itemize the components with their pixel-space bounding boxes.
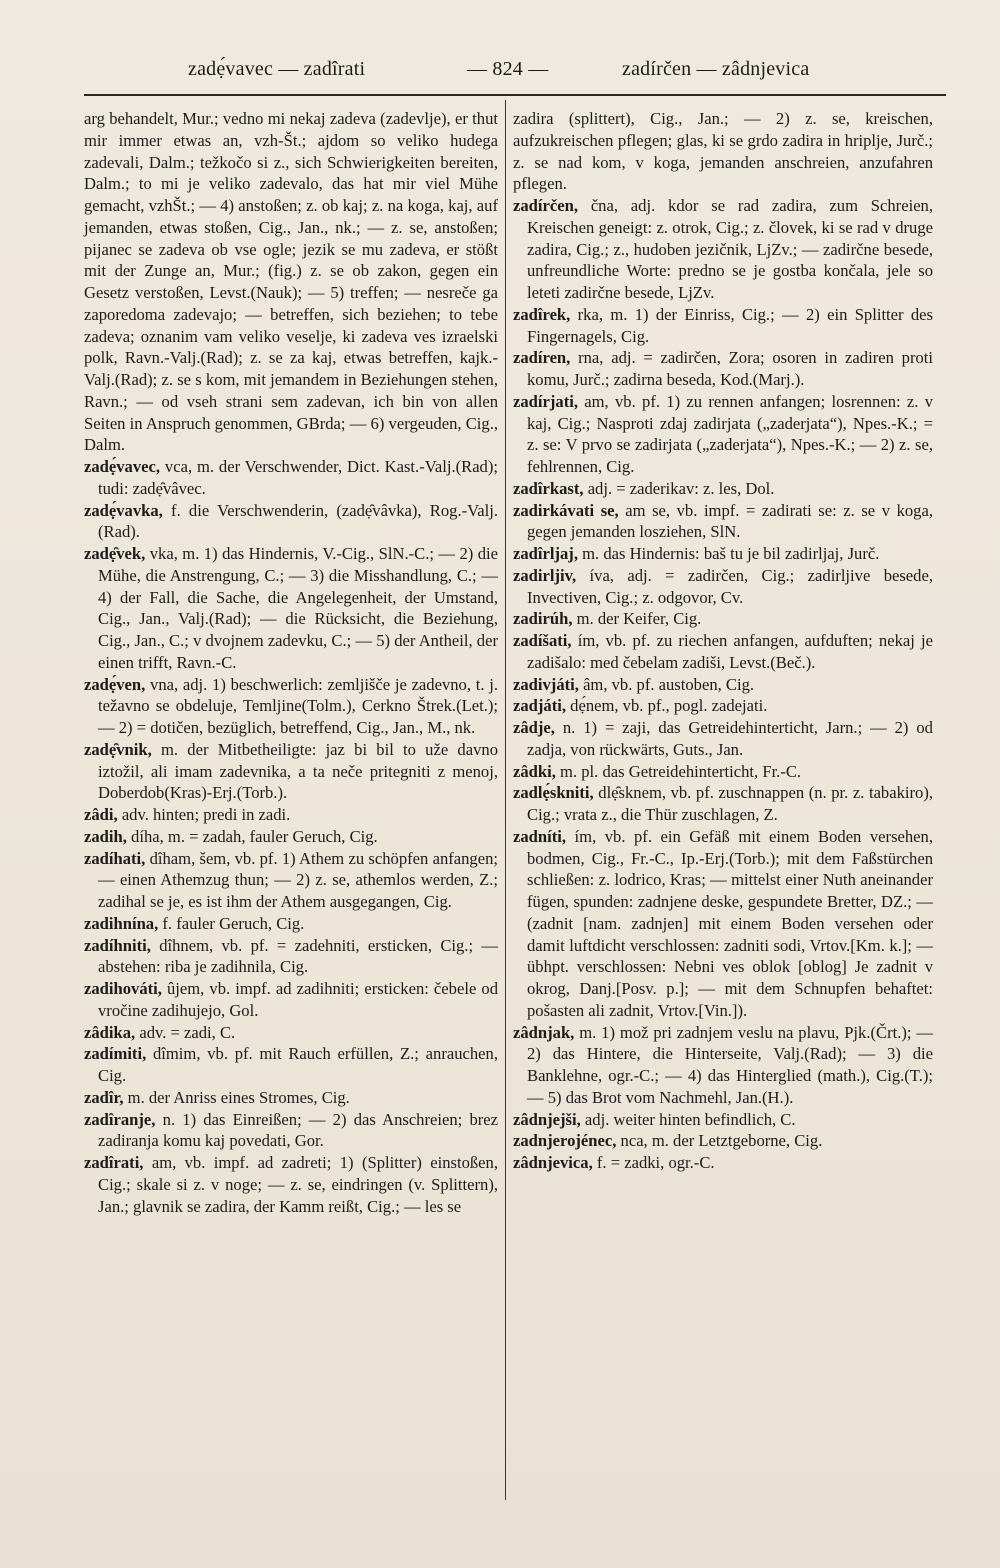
page-header (84, 58, 922, 88)
entry-headword: zadîrkast, (513, 478, 584, 498)
entry-headword: zadirúh, (513, 609, 573, 629)
left-column-entry (84, 456, 498, 500)
entry-headword: zadíhniti, (84, 935, 151, 955)
right-column-entry (513, 674, 933, 696)
entry-headword: zadîr, (84, 1087, 124, 1107)
entry-headword: zâdi, (84, 805, 118, 824)
left-column-entry (84, 826, 498, 848)
entry-definition: f. = zadki, ogr.-C. (596, 1153, 715, 1172)
entry-headword: zadímiti, (84, 1044, 147, 1064)
left-column-entry (84, 739, 498, 804)
right-column-entry (513, 108, 933, 195)
entry-headword: zadlẹ́skniti, (513, 783, 594, 803)
entry-headword: zadirljiv, (513, 565, 577, 585)
entry-definition: m. der Anriss eines Stromes, Cig. (127, 1087, 350, 1107)
column-divider (505, 100, 506, 1500)
entry-definition: m. das Hindernis: baš tu je bil zadirljaj, Jurč. (582, 544, 880, 563)
left-column-entry (84, 108, 498, 456)
left-column-entry (84, 1043, 498, 1087)
entry-definition: ûjem, vb. impf. ad zadihniti; ersticken: čebele od vročine zadihujejo, Gol. (98, 979, 498, 1020)
right-column-entry (513, 195, 933, 304)
entry-definition: rna, adj. = zadirčen, Zora; osoren in zadiren proti komu, Jurč.; zadirna beseda, Kod.(Marj.). (527, 348, 933, 389)
entry-definition: vca, m. der Verschwender, Dict. Kast.-Valj.(Rad); tudi: zadẹ̑vâvec. (98, 457, 498, 498)
right-guide-words: zadírčen — zâdnjevica (622, 58, 810, 80)
entry-definition: am se, vb. impf. = zadirati se: z. se v koga, gegen jemanden losziehen, SlN. (527, 500, 933, 542)
entry-definition: čna, adj. kdor se rad zadira, zum Schreien, Kreischen geneigt: z. otrok, Cig.; z. človek, ki se rad v druge zadira, Cig.; z., hudoben jezičnik, LjZv.; — zadirčne besede, unfreundliche Worte: predno se je gostba končala, jele so leteti zadirčne besede, LjZv. (527, 196, 933, 302)
entry-headword: zadîrek, (513, 304, 571, 324)
right-column-entry (513, 304, 933, 348)
entry-definition: zadira (splittert), Cig., Jan.; — 2) z. se, kreischen, aufzukreischen pflegen; glas, ki se grdo zadira in hriplje, Jurč.; z. se nad kom, v koga, jemanden anschreien, anzufahren pflegen. (513, 109, 933, 194)
entry-definition: vka, m. 1) das Hindernis, V.-Cig., SlN.-C.; — 2) die Mühe, die Anstrengung, C.; — 3) die Misshandlung, C.; — 4) der Fall, die Sache, die Angelegenheit, der Umstand, Cig., Jan., Valj.(Rad); — die Rücksicht, die Beziehung, Cig., Jan., C.; v dvojnem zadevku, C.; — 5) der Antheil, der einen trifft, Ravn.-C. (98, 544, 498, 672)
entry-definition: dẹ́nem, vb. pf., pogl. zadejati. (570, 696, 768, 716)
entry-definition: díha, m. = zadah, fauler Geruch, Cig. (131, 826, 378, 846)
right-column-entry (513, 500, 933, 544)
entry-headword: zadẹ̑vnik, (84, 739, 152, 759)
right-column-entry (513, 608, 933, 630)
entry-definition: rka, m. 1) der Einriss, Cig.; — 2) ein Splitter des Fingernagels, Cig. (527, 304, 934, 346)
entry-definition: ím, vb. pf. ein Gefäß mit einem Boden versehen, bodmen, Cig., Fr.-C., Ip.-Erj.(Torb.); mit dem Faßstürchen schließen: z. lodrico, Kras; — mittelst einer Nuth aneinander fügen, spunden: zadnjene deske, gespundete Bretter, DZ.; — (zadnit [nam. zadnjen] mit einem Boden versehen oder damit luftdicht verschlossen: zadniti sodi, Vrtov.[Km. k.]; — übhpt. verschlossen: Nebni ves oblok [oblog] Je zadnit v okrog, Danj.[Posv. p.]; — mit dem Schnupfen behaftet: pošasten ali zadnit, Vrtov.[Vin.]). (527, 826, 933, 1020)
right-column-entry (513, 695, 933, 717)
left-column (84, 108, 498, 1217)
entry-headword: zâdki, (513, 761, 556, 781)
entry-headword: zadîranje, (84, 1109, 156, 1129)
right-column-entry (513, 782, 933, 826)
entry-headword: zadírjati, (513, 391, 578, 411)
left-column-entry (84, 1087, 498, 1109)
left-column-entry (84, 804, 498, 826)
left-column-entry (84, 913, 498, 935)
page-number: — 824 — (467, 58, 549, 80)
right-column-entry (513, 1109, 933, 1131)
entry-definition: am, vb. pf. 1) zu rennen anfangen; losrennen: z. v kaj, Cig.; Nasproti zdaj zadirjata („zaderjata“), Npes.-K.; = z. se: V prvo se zadirjata („zaderjata“), Npes.-K.; — 2) z. se, fehlrennen, Cig. (527, 391, 933, 476)
entry-headword: zadihováti, (84, 979, 162, 998)
entry-definition: adv. = zadi, C. (139, 1022, 236, 1042)
entry-definition: f. fauler Geruch, Cig. (162, 913, 305, 933)
entry-headword: zadẹ́vavka, (84, 500, 163, 520)
entry-headword: zâdje, (513, 718, 555, 737)
entry-definition: íva, adj. = zadirčen, Cig.; zadirljive besede, Invectiven, Cig.; z. odgovor, Cv. (527, 565, 933, 607)
entry-headword: zadnjerojénec, (513, 1131, 617, 1151)
entry-headword: zadẹ̑vek, (84, 544, 146, 563)
entry-headword: zadîrljaj, (513, 544, 578, 563)
right-column-entry (513, 630, 933, 674)
right-column-entry (513, 1022, 933, 1109)
left-column-entry (84, 1109, 498, 1153)
entry-definition: adj. weiter hinten befindlich, C. (584, 1109, 796, 1129)
entry-headword: zâdnjejši, (513, 1109, 581, 1129)
entry-headword: zadẹ́vavec, (84, 457, 161, 476)
entry-definition: ím, vb. pf. zu riechen anfangen, aufduften; nekaj je zadišalo: med čebelam zadiši, Levst.(Beč.). (527, 631, 933, 672)
entry-definition: vna, adj. 1) beschwerlich: zemljišče je zadevno, t. j. težavno se obdeluje, Temljine(Tolm.), Cerkno Štrek.(Let.); — 2) = dotičen, bezüglich, betreffend, Cig., Jan., M., nk. (98, 674, 498, 737)
entry-headword: zadih, (84, 826, 127, 846)
entry-definition: dîham, šem, vb. pf. 1) Athem zu schöpfen anfangen; — einen Athemzug thun; — 2) z. se, athemlos werden, Z.; zadihal se je, es ist ihm der Athem ausgegangen, Cig. (98, 848, 498, 911)
left-column-entry (84, 1022, 498, 1044)
entry-definition: âm, vb. pf. austoben, Cig. (583, 674, 755, 694)
entry-headword: zadjáti, (513, 696, 566, 716)
right-column-entry (513, 565, 933, 609)
entry-headword: zadíhati, (84, 848, 146, 868)
entry-definition: m. der Keifer, Cig. (576, 609, 702, 629)
entry-definition: nca, m. der Letztgeborne, Cig. (620, 1131, 823, 1151)
right-column-entry (513, 391, 933, 478)
header-rule (84, 94, 946, 96)
left-column-entry (84, 1152, 498, 1217)
entry-definition: f. die Verschwenderin, (zadẹ̑vâvka), Rog.-Valj.(Rad). (98, 500, 498, 542)
entry-definition: adj. = zaderikav: z. les, Dol. (587, 478, 775, 498)
entry-definition: arg behandelt, Mur.; vedno mi nekaj zadeva (zadevlje), er thut mir immer etwas an, vzh-Št.; ajdom so veliko hudega zadevali, Dalm.; težkočo si z., sich Schwierigkeiten bereiten, Dalm.; to mi je veliko zadevalo, das hat mir viel Mühe gemacht, vzhŠt.; — 4) anstoßen; z. ob kaj; z. na koga, kaj, auf jemanden, etwas stoßen, Cig., Jan., nk.; — z. se, anstoßen; pijanec se zadeva ob vse ogle; jezik se mu zadeva, er stößt mit der Zunge an, Mur.; (fig.) z. se ob zakon, gegen ein Gesetz verstoßen, Levst.(Nauk); — 5) treffen; — nesreče ga zaporedoma zadevajo; — betreffen, sich beziehen; to tebe zadeva; oznanim vam veliko veselje, ki zadeva ves izraelski polk, Ravn.-Valj.(Rad); z. se za kaj, etwas betreffen, kajk.-Valj.(Rad); z. se s kom, mit jemandem in Beziehungen stehen, Ravn.; — od vseh strani sem zadevan, ich bin von allen Seiten in Anspruch genommen, GBrda; — 6) vergeuden, Cig., Dalm. (84, 109, 498, 455)
left-column-entry (84, 543, 498, 674)
left-column-entry (84, 935, 498, 979)
right-column-entry (513, 1130, 933, 1152)
entry-headword: zadníti, (513, 826, 567, 846)
right-column-entry (513, 761, 933, 783)
right-column-entry (513, 543, 933, 565)
entry-headword: zâdika, (84, 1022, 136, 1042)
left-column-entry (84, 674, 498, 739)
left-guide-words: zadẹ́vavec — zadîrati (188, 58, 366, 80)
entry-definition: n. 1) das Einreißen; — 2) das Anschreien; brez zadiranja komu kaj povedati, Gor. (98, 1109, 498, 1151)
entry-definition: dlẹ̑sknem, vb. pf. zuschnappen (n. pr. z. tabakiro), Cig.; vrata z., die Thür zuschlagen, Z. (527, 783, 933, 824)
right-column (513, 108, 933, 1174)
entry-headword: zadivjáti, (513, 674, 579, 694)
entry-headword: zâdnjevica, (513, 1153, 593, 1172)
entry-definition: m. 1) mož pri zadnjem veslu na plavu, Pjk.(Črt.); — 2) das Hintere, die Hinterseite, Valj.(Rad); — 3) die Banklehne, ogr.-C.; — 4) das Hinterglied (math.), Cig.(T.); — 5) das Brot vom Nachmehl, Jan.(H.). (527, 1022, 933, 1107)
entry-headword: zadíren, (513, 348, 571, 368)
left-column-entry (84, 500, 498, 544)
right-column-entry (513, 478, 933, 500)
right-column-entry (513, 1152, 933, 1174)
left-column-entry (84, 978, 498, 1022)
entry-definition: m. der Mitbetheiligte: jaz bi bil to uže davno iztožil, ali imam zadevnika, a ta neče pritegniti z menoj, Doberdob(Kras)-Erj.(Torb.). (98, 739, 498, 803)
entry-definition: dîmim, vb. pf. mit Rauch erfüllen, Z.; anrauchen, Cig. (98, 1044, 498, 1085)
entry-definition: adv. hinten; predi in zadi. (121, 805, 291, 824)
entry-headword: zadẹ́ven, (84, 674, 146, 694)
entry-headword: zadirkávati se, (513, 500, 619, 520)
entry-headword: zadírčen, (513, 196, 578, 215)
right-column-entry (513, 717, 933, 761)
right-column-entry (513, 826, 933, 1022)
entry-definition: n. 1) = zaji, das Getreidehinterticht, Jarn.; — 2) od zadja, von rückwärts, Guts., Jan. (527, 718, 933, 759)
right-column-entry (513, 347, 933, 391)
entry-headword: zadîrati, (84, 1153, 144, 1172)
entry-definition: am, vb. impf. ad zadreti; 1) (Splitter) einstoßen, Cig.; skale si z. v noge; — z. se, eindringen (v. Splittern), Jan.; glavnik se zadira, der Kamm reißt, Cig.; — les se (98, 1153, 498, 1216)
entry-definition: m. pl. das Getreidehinterticht, Fr.-C. (560, 761, 802, 781)
entry-definition: dîhnem, vb. pf. = zadehniti, ersticken, Cig.; — abstehen: riba je zadihnila, Cig. (98, 935, 498, 977)
left-column-entry (84, 848, 498, 913)
entry-headword: zadíšati, (513, 631, 572, 650)
entry-headword: zâdnjak, (513, 1022, 575, 1042)
entry-headword: zadihnína, (84, 913, 159, 933)
